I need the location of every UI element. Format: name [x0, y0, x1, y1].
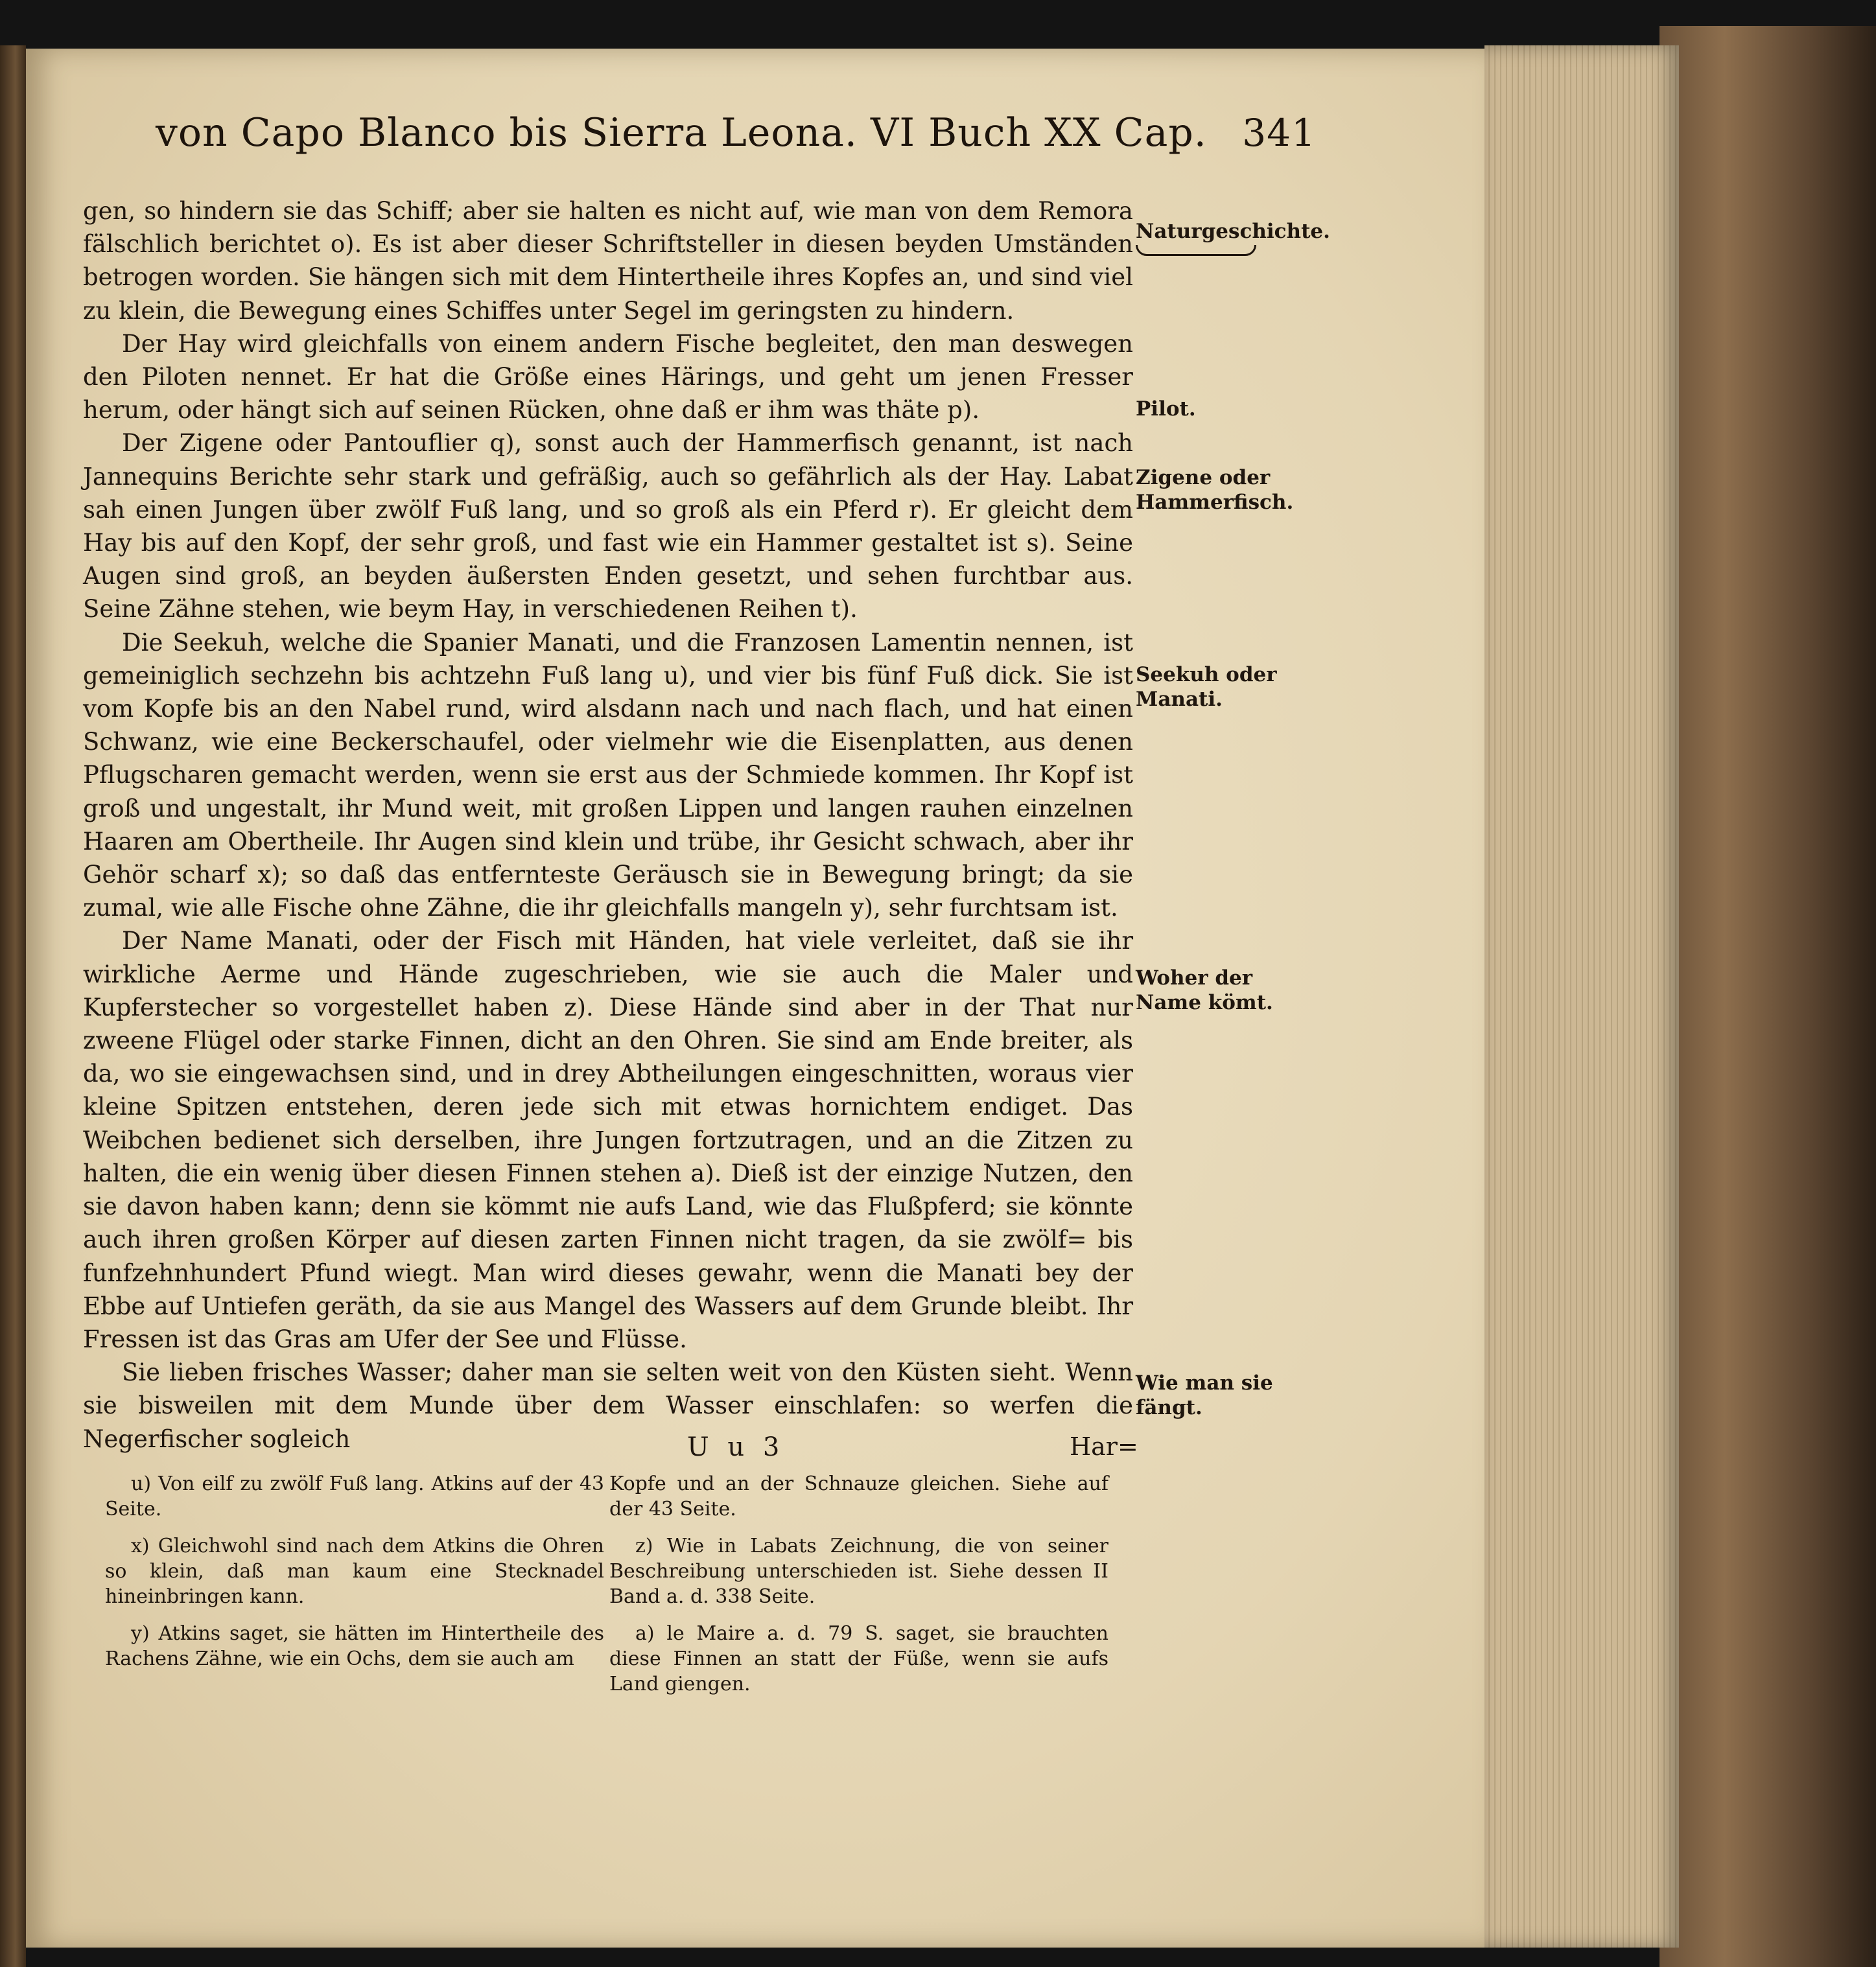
signature-mark: U u 3 — [687, 1432, 785, 1462]
paragraph: Der Zigene oder Pantouflier q), sonst auch der Hammerfisch genannt, ist nach Jannequins Berichte sehr stark und gefräßig, auch so gefährlich als der Hay. Labat sah einen Jungen über zwölf Fuß lang, und so groß als ein Pferd r). Er gleicht dem Hay bis auf den Kopf, der sehr groß, und fast wie ein Hammer gestaltet ist s). Seine Augen sind groß, an beyden äußersten Enden gesetzt, und sehen furchtbar aus. Seine Zähne stehen, wie beym Hay, in verschiedenen Reihen t). — [83, 429, 1133, 623]
main-text — [83, 194, 1133, 1456]
footnote: Kopfe und an der Schnauze gleichen. Siehe auf der 43 Seite. — [609, 1472, 1108, 1520]
marginal-note-seekuh: Seekuh oder Manati. — [1136, 663, 1277, 711]
running-head-title: von Capo Blanco bis Sierra Leona. VI Buch XX Cap. — [156, 110, 1207, 156]
marginal-note-naturgeschichte: Naturgeschichte. — [1136, 219, 1285, 256]
paragraph: Die Seekuh, welche die Spanier Manati, und die Franzosen Lamentin nennen, ist gemeiniglich sechzehn bis achtzehn Fuß lang u), und vier bis fünf Fuß dick. Sie ist vom Kopfe bis an den Nabel rund, wird alsdann nach und nach flach, und hat einen Schwanz, wie eine Beckerschaufel, oder vielmehr wie die Eisenplatten, aus denen Pflugscharen gemacht werden, wenn sie erst aus der Schmiede kommen. Ihr Kopf ist groß und ungestalt, ihr Mund weit, mit großen Lippen und langen rauhen einzelnen Haaren am Obertheile. Ihr Augen sind klein und trübe, ihr Gesicht schwach, aber ihr Gehör scharf x); so daß das entfernteste Geräusch sie in Bewegung bringt; da sie zumal, wie alle Fische ohne Zähne, die ihr gleichfalls mangeln y), sehr furchtsam ist. — [83, 628, 1133, 922]
paragraph: Der Name Manati, oder der Fisch mit Händen, hat viele verleitet, daß sie ihr wirkliche Aerme und Hände zugeschrieben, wie sie auch die Maler und Kupferstecher so vorgestellet haben z). Diese Hände sind aber in der That nur zweene Flügel oder starke Finnen, dicht an den Ohren. Sie sind am Ende breiter, als da, wo sie eingewachsen sind, und in drey Abtheilungen eingeschnitten, woraus vier kleine Spitzen entstehen, deren jede sich mit etwas hornichtem endiget. Das Weibchen bedienet sich derselben, ihre Jungen fortzutragen, und an die Zitzen zu halten, die ein wenig über diesen Finnen stehen a). Dieß ist der einzige Nutzen, den sie davon haben kann; denn sie kömmt nie aufs Land, wie das Flußpferd; sie könnte auch ihren großen Körper auf diesen zarten Finnen nicht tragen, da sie zwölf= bis funfzehnhundert Pfund wiegt. Man wird dieses gewahr, wenn die Manati bey der Ebbe auf Untiefen geräth, da sie aus Mangel des Wassers auf dem Grunde bleibt. Ihr Fressen ist das Gras am Ufer der See und Flüsse. — [83, 927, 1133, 1353]
book-cover-right — [1659, 26, 1876, 1967]
book-cover-left — [0, 45, 26, 1967]
footnote: a) le Maire a. d. 79 S. saget, sie brauchten diese Finnen an statt der Füße, wenn sie aufs Land giengen. — [609, 1622, 1108, 1695]
footnote: u) Von eilf zu zwölf Fuß lang. Atkins auf der 43 Seite. — [105, 1472, 604, 1520]
running-head — [156, 110, 1316, 156]
footnotes-left — [105, 1471, 604, 1683]
catchword: Har= — [1070, 1432, 1138, 1461]
footnotes-right — [609, 1471, 1108, 1708]
marginal-note-name: Woher der Name kömt. — [1136, 966, 1273, 1014]
page-edges — [1484, 45, 1679, 1948]
brace-mark — [1136, 245, 1256, 256]
footnote: x) Gleichwohl sind nach dem Atkins die Ohren so klein, daß man kaum eine Stecknadel hineinbringen kann. — [105, 1535, 604, 1608]
footnote: y) Atkins saget, sie hätten im Hintertheile des Rachens Zähne, wie ein Ochs, dem sie auch am — [105, 1622, 604, 1670]
marginal-note-pilot: Pilot. — [1136, 397, 1196, 421]
paragraph: gen, so hindern sie das Schiff; aber sie halten es nicht auf, wie man von dem Remora fälschlich berichtet o). Es ist aber dieser Schriftsteller in diesen beyden Umständen betrogen worden. Sie hängen sich mit dem Hintertheile ihres Kopfes an, und sind viel zu klein, die Bewegung eines Schiffes unter Segel im geringsten zu hindern. — [83, 197, 1133, 325]
footnote: z) Wie in Labats Zeichnung, die von seiner Beschreibung unterschieden ist. Siehe dessen II Band a. d. 338 Seite. — [609, 1535, 1108, 1608]
page-number: 341 — [1242, 111, 1316, 155]
paragraph: Der Hay wird gleichfalls von einem andern Fische begleitet, den man deswegen den Piloten nennet. Er hat die Größe eines Härings, und geht um jenen Fresser herum, oder hängt sich auf seinen Rücken, ohne daß er ihm was thäte p). — [83, 329, 1133, 425]
marginal-note-zigene: Zigene oder Hammerfisch. — [1136, 466, 1294, 514]
paragraph: Sie lieben frisches Wasser; daher man sie selten weit von den Küsten sieht. Wenn sie bisweilen mit dem Munde über dem Wasser einschlafen: so werfen die Negerfischer sogleich — [83, 1358, 1133, 1453]
marginal-note-fang: Wie man sie fängt. — [1136, 1371, 1273, 1419]
